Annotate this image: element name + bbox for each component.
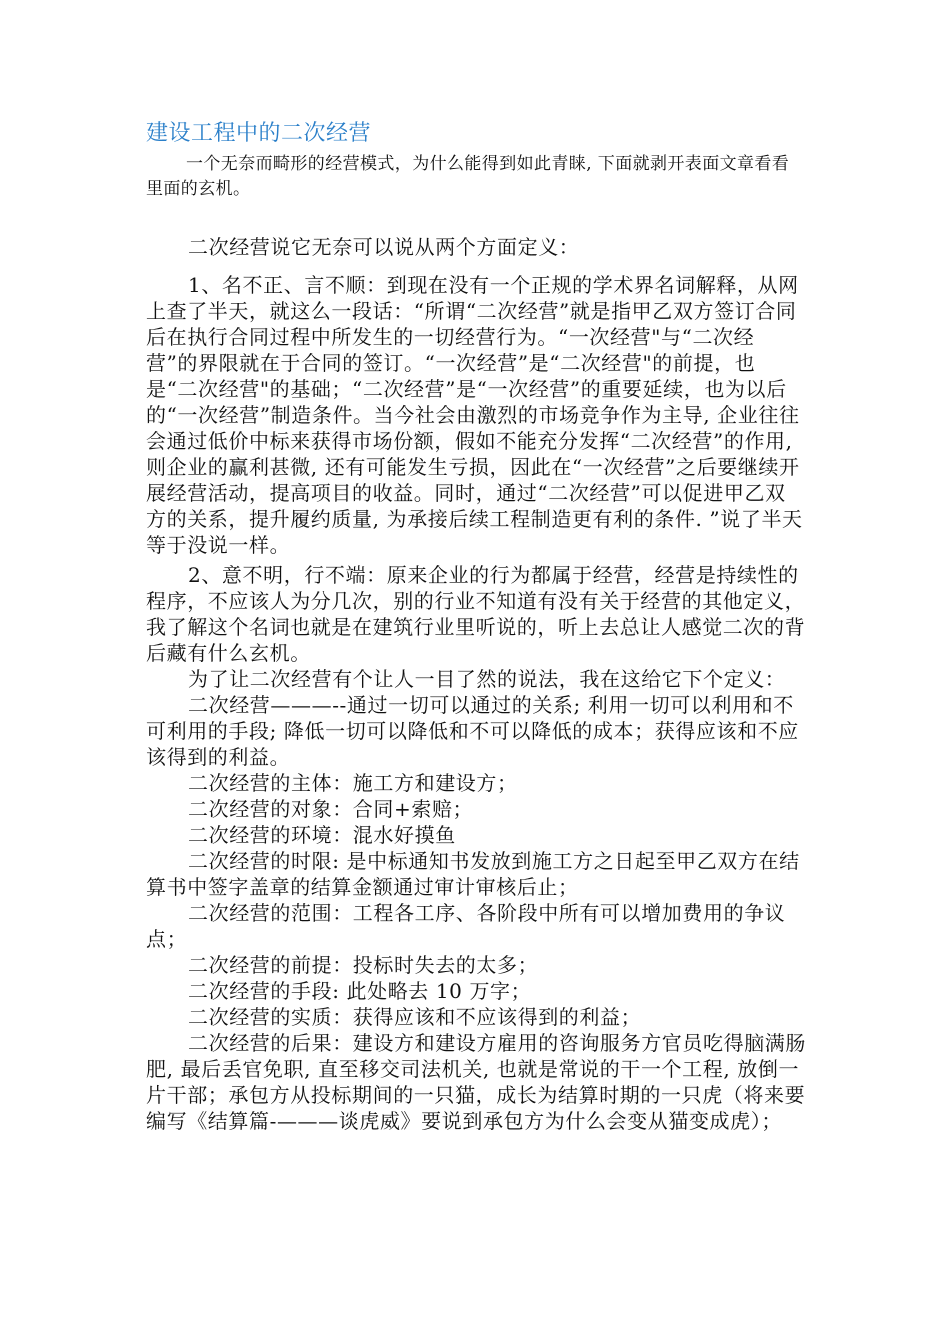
paragraph-essence: 二次经营的实质：获得应该和不应该得到的利益；	[188, 1005, 642, 1029]
paragraph-premise: 二次经营的前提：投标时失去的太多；	[188, 953, 539, 977]
paragraph-definition: 二次经营———--通过一切可以通过的关系; 利用一切可以利用和不可利用的手段; 降低一切可以降低和不可以降低的成本；获得应该和不应该得到的利益。	[146, 693, 799, 769]
paragraph-definition-lead: 二次经营说它无奈可以说从两个方面定义：	[188, 235, 580, 259]
intro-paragraph: 一个无奈而畸形的经营模式，为什么能得到如此青睐, 下面就剥开表面文章看看里面的玄机。	[146, 154, 790, 199]
paragraph-point-1: 1、名不正、言不顺：到现在没有一个正规的学术界名词解释，从网上查了半天，就这么一段话：“所谓“二次经营”就是指甲乙双方签订合同后在执行合同过程中所发生的一切经营行为。“一次经营"与“二次经营”的界限就在于合同的签订。“一次经营”是“二次经营"的前提，也是“二次经营"的基础；“二次经营”是“一次经营”的重要延续，也为以后的“一次经营”制造条件。当今社会由激烈的市场竞争作为主导, 企业往往会通过低价中标来获得市场份额，假如不能充分发挥“二次经营”的作用, 则企业的赢利甚微, 还有可能发生亏损，因此在“一次经营”之后要继续开展经营活动，提高项目的收益。同时，通过“二次经营”可以促进甲乙双方的关系，提升履约质量, 为承接后续工程制造更有利的条件. ”说了半天等于没说一样。	[146, 273, 803, 557]
paragraph-scope: 二次经营的范围：工程各工序、各阶段中所有可以增加费用的争议点；	[146, 901, 786, 951]
paragraph-time-limit: 二次经营的时限: 是中标通知书发放到施工方之日起至甲乙双方在结算书中签字盖章的结算金额通过审计审核后止；	[146, 849, 800, 899]
paragraph-object: 二次经营的对象：合同+索赔；	[188, 797, 474, 821]
paragraph-means: 二次经营的手段: 此处略去 10 万字；	[188, 979, 532, 1003]
paragraph-subject: 二次经营的主体：施工方和建设方；	[188, 771, 518, 795]
paragraph-definition-intro: 为了让二次经营有个让人一目了然的说法，我在这给它下个定义：	[188, 667, 786, 691]
paragraph-consequence: 二次经营的后果：建设方和建设方雇用的咨询服务方官员吃得脑满肠肥, 最后丢官免职, 直至移交司法机关, 也就是常说的干一个工程, 放倒一片干部；承包方从投标期间的一只猫，成长为结算时期的一只虎（将来要编写《结算篇-———谈虎威》要说到承包方为什么会变从猫变成虎）；	[146, 1031, 806, 1133]
document-title: 建设工程中的二次经营	[146, 121, 372, 146]
paragraph-environment: 二次经营的环境：混水好摸鱼	[188, 823, 456, 847]
document-body	[146, 118, 806, 1134]
paragraph-point-2: 2、意不明，行不端：原来企业的行为都属于经营，经营是持续性的程序，不应该人为分几次，别的行业不知道有没有关于经营的其他定义，我了解这个名词也就是在建筑行业里听说的，听上去总让人感觉二次的背后藏有什么玄机。	[146, 563, 806, 665]
